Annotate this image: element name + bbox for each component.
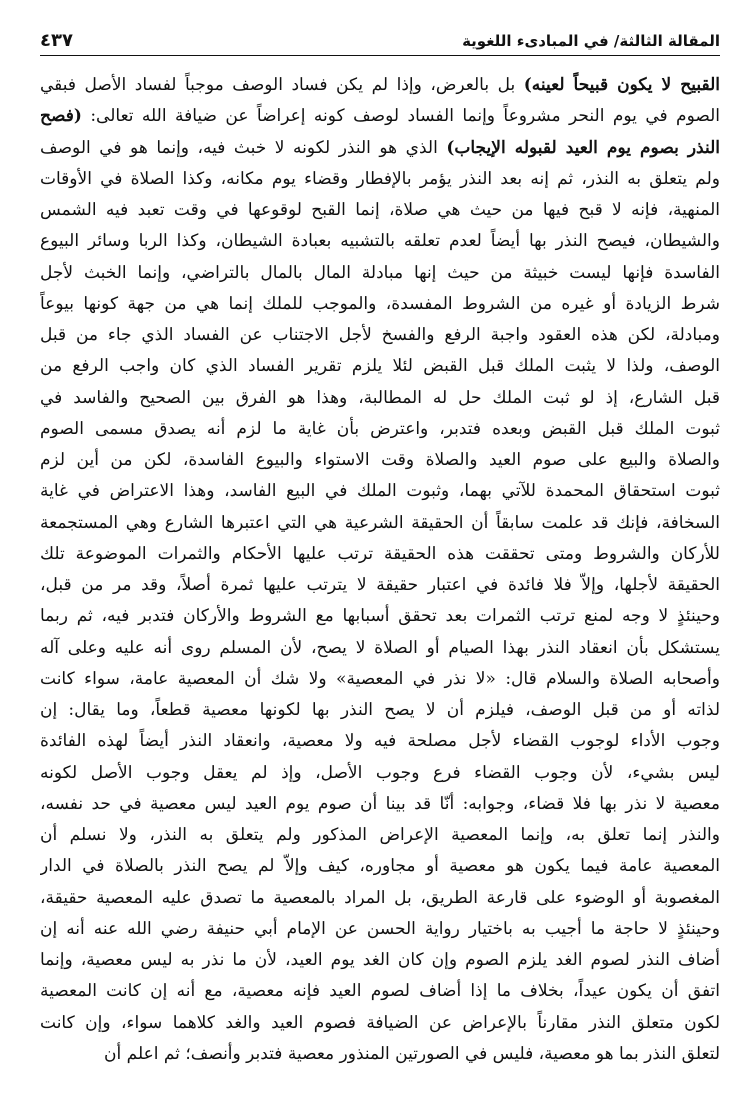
text-line <box>40 976 720 1007</box>
running-head: المقالة الثالثة/ في المبادىء اللغوية <box>462 32 720 50</box>
text-segment: ليس بشيء، لأن وجوب القضاء فرع وجوب الأصل، وإذ لم يعقل وجوب الأصل لكونه <box>40 762 720 783</box>
text-segment: ومبادلة، لكن هذه العقود واجبة الرفع والفسخ لأجل الاجتناب عن الفساد الذي جاء من قبل <box>40 325 720 345</box>
text-line <box>40 758 720 789</box>
text-segment: لتعلق النذر بما هو معصية، فليس في الصورتين المنذور معصية فتدبر وأنصف؛ ثم اعلم أن <box>104 1043 720 1064</box>
text-segment: بل بالعرض، وإذا لم يكن فساد الوصف موجباً لفساد الأصل فبقي <box>40 75 524 95</box>
text-line <box>40 664 720 695</box>
text-segment: شرط الزيادة أو غيره من الشروط المفسدة، والموجب للملك إنما هي من جهة كونها بيوعاً <box>40 293 720 314</box>
text-segment: والنذر إنما تعلق به، وإنما المعصية الإعراض المذكور ولم يتعلق به النذر، ولا نسلم أن <box>40 825 720 845</box>
text-segment: معصية لا نذر بها فلا قضاء، وجوابه: أنّا قد بينا أن صوم يوم العيد ليس معصية في حد نفسه، <box>40 793 720 814</box>
text-segment: وحينئذٍ لا حاجة ما أجيب به باختيار رواية الحسن عن الإمام أبي حنيفة رضي الله عنه أنه إن <box>40 918 720 939</box>
text-segment: والصلاة والبيع على صوم العيد والصلاة وقت الاستواء والبيوع الفاسدة، لكن من أين لزم <box>40 450 720 470</box>
text-line <box>40 351 720 382</box>
text-line <box>40 476 720 507</box>
text-line <box>40 914 720 945</box>
text-segment: الوصف، ولذا لا يثبت الملك قبل القبض لئلا يلزم تقرير الفساد الذي كان واجب الرفع من <box>40 356 720 377</box>
text-line <box>40 539 720 570</box>
text-line <box>40 508 720 539</box>
text-segment: وأصحابه الصلاة والسلام قال: «لا نذر في المعصية» ولا شك أن المعصية عامة، سواء كانت <box>40 668 720 689</box>
text-line <box>40 133 720 164</box>
text-line <box>40 445 720 476</box>
text-line <box>40 633 720 664</box>
text-line <box>40 101 720 132</box>
text-line <box>40 726 720 757</box>
body-text <box>40 70 720 1070</box>
text-line <box>40 289 720 320</box>
text-line <box>40 195 720 226</box>
text-segment: والشيطان، فيصح النذر بها أيضاً لعدم تعلقه بالتشبيه بعبادة الشيطان، وكذا الربا وسائر البيوع <box>40 231 720 252</box>
text-segment: لذاته أو من قبل الوصف، فيلزم أن لا يصح النذر بها لكونها معصية قطعاً، وما يقال: إن <box>40 700 720 720</box>
book-page <box>40 30 720 1070</box>
text-line <box>40 226 720 257</box>
bold-text-segment: (فصح <box>40 106 82 127</box>
text-segment: لكون متعلق النذر مقارناً بالإعراض عن الضيافة فصوم العيد والغد كلاهما سواء، وإن كانت <box>40 1012 720 1033</box>
text-segment: الفاسدة فإنها ليست خبيثة من حيث إنها مبادلة المال بالمال بالتراضي، وإنما الخبث لأجل <box>40 262 720 283</box>
text-segment: ولم يتعلق به النذر، ثم إنه بعد النذر يؤمر بالإفطار وقضاء يوم مكانه، وكذا الصلاة في الأوقات <box>40 168 720 189</box>
text-segment: للأركان والشروط ومتى تحققت هذه الحقيقة ترتب عليها الأحكام والثمرات الموضوعة تلك <box>40 543 720 564</box>
text-segment: وجوب الأداء لوجوب القضاء لأجل مصلحة فيه ولا معصية، وانعقاد النذر أيضاً لهذه الفائدة <box>40 731 720 752</box>
text-segment: اتفق أن يكون عيداً، بخلاف ما إذا أضاف لصوم العيد فإنه معصية، مع أنه إن كانت المعصية <box>40 981 720 1002</box>
text-line <box>40 851 720 882</box>
text-segment: المنهية، فإنه لا قبح فيها من حيث هي صلاة، إنما القبح لوقوعها في وقت تعبد فيه الشمس <box>40 200 720 220</box>
page-number: ٤٣٧ <box>40 30 73 51</box>
text-line <box>40 789 720 820</box>
text-segment: المعصية عامة فيما يكون هو معصية أو مجاوره، كيف وإلاّ لم يصح النذر بالصلاة في الدار <box>40 856 720 877</box>
text-line <box>40 1008 720 1039</box>
text-segment: المغصوبة أو الوضوء على قارعة الطريق، بل المراد بالمعصية ما تصدق عليه المعصية حقيقة، <box>40 887 720 908</box>
text-line <box>40 70 720 101</box>
text-line <box>40 601 720 632</box>
text-line <box>40 258 720 289</box>
text-line <box>40 695 720 726</box>
text-line <box>40 570 720 601</box>
text-segment: ثبوت الملك قبل القبض وبعده فتدبر، واعترض بأن غاية ما لزم أنه يصدق مسمى الصوم <box>40 418 720 439</box>
text-line <box>40 820 720 851</box>
text-line <box>40 383 720 414</box>
text-segment: الصوم في يوم النحر مشروعاً وإنما الفساد لوصف كونه إعراضاً عن ضيافة الله تعالى: <box>81 106 720 127</box>
text-line <box>40 1039 720 1070</box>
text-segment: يستشكل بأن انعقاد النذر بهذا الصيام أو الصلاة لا يصح، لأن المسلم روى أنه عليه وعلى آله <box>40 637 720 658</box>
text-segment: ثبوت استحقاق المحمدة للآتي بهما، وثبوت الملك في البيع الفاسد، وهذا الاعتراض في غاية <box>40 481 720 502</box>
text-line <box>40 320 720 351</box>
page-header <box>40 30 720 56</box>
text-segment: الحقيقة لأجلها، وإلاّ فلا فائدة في اعتبار حقيقة لا يترتب عليها ثمرة أصلاً، وقد مر من قبل، <box>40 575 720 595</box>
text-segment: أضاف النذر لصوم الغد يلزم الصوم وإن كان الغد يوم العيد، لأن ما نذر به ليس معصية، وإنما <box>40 950 720 970</box>
bold-text-segment: النذر بصوم يوم العيد لقبوله الإيجاب) <box>446 137 720 158</box>
text-line <box>40 945 720 976</box>
text-segment: السخافة، فإنك قد علمت سابقاً أن الحقيقة الشرعية هي التي اعتبرها الشارع وهي المستجمعة <box>40 512 720 533</box>
text-segment: الذي هو النذر لكونه لا خبث فيه، وإنما هو في الوصف <box>40 137 447 158</box>
text-line <box>40 164 720 195</box>
bold-text-segment: القبيح لا يكون قبيحاً لعينه) <box>523 75 720 95</box>
text-line <box>40 414 720 445</box>
text-line <box>40 883 720 914</box>
text-segment: وحينئذٍ لا وجه لمنع ترتب الثمرات بعد تحقق أسبابها مع الشروط والأركان فتدبر فيه، ثم ربما <box>40 606 720 627</box>
text-segment: قبل الشارع، إذ لو ثبت الملك حل له المطالبة، وهذا هو الفرق بين الصحيح والفاسد في <box>40 387 720 408</box>
